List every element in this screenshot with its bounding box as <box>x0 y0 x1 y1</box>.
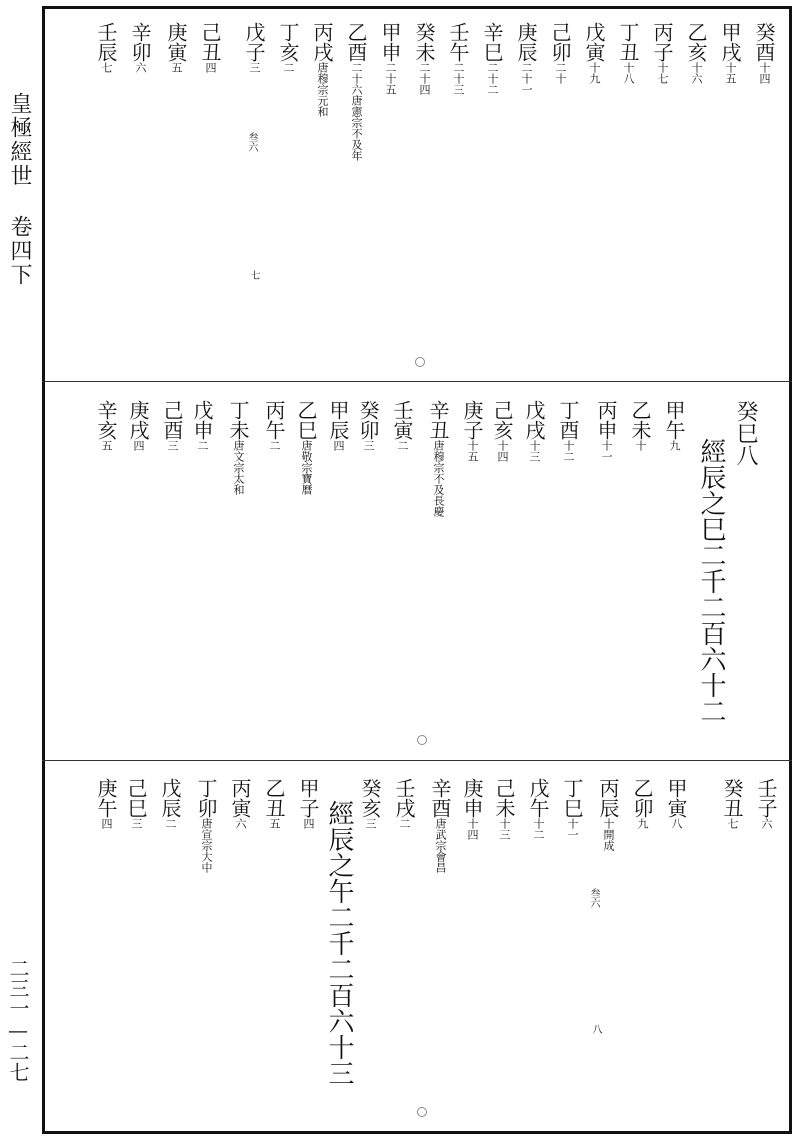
entry: 癸卯三 <box>356 400 380 451</box>
entry: 丁丑十八 <box>616 22 640 84</box>
entry: 癸未二十四 <box>412 22 436 95</box>
entry: 庚戌四 <box>126 400 150 451</box>
entry: 庚申十四 <box>460 778 484 840</box>
jing-heading: 經辰之午二千二百六十三 <box>324 800 354 1086</box>
entry: 甲戌十五 <box>718 22 742 84</box>
entry: 乙丑五 <box>262 778 286 829</box>
entry: 庚午四 <box>94 778 118 829</box>
entry: 丙申十一 <box>594 400 618 462</box>
entry: 甲辰四 <box>326 400 350 451</box>
margin-mark: 八 <box>590 1024 601 1034</box>
entry: 辛丑唐穆宗不及長慶 <box>426 400 450 517</box>
entry: 丙子十七 <box>650 22 674 84</box>
page-frame <box>42 6 792 1134</box>
entry: 戊辰二 <box>158 778 182 829</box>
entry: 甲午九 <box>662 400 686 451</box>
page-number: 二三一—二七 <box>6 958 30 1082</box>
entry: 甲申二十五 <box>378 22 402 95</box>
entry: 辛亥五 <box>94 400 118 451</box>
entry: 丙午二 <box>262 400 286 451</box>
entry: 丁酉十二 <box>556 400 580 462</box>
entry: 己亥十四 <box>490 400 514 462</box>
entry: 甲寅八 <box>664 778 688 829</box>
entry: 壬戌二 <box>392 778 416 829</box>
margin-mark: 叁六 <box>588 888 599 908</box>
entry: 癸丑七 <box>720 778 744 829</box>
entry: 乙亥十六 <box>684 22 708 84</box>
entry: 己卯二十 <box>548 22 572 84</box>
entry: 乙未十 <box>628 400 652 451</box>
entry: 戊寅十九 <box>582 22 606 84</box>
jing-heading: 經辰之巳二千二百六十二 <box>696 438 726 724</box>
panel-divider <box>42 760 792 761</box>
panel-divider <box>42 381 792 382</box>
entry: 丙戌唐穆宗元和 <box>310 22 334 117</box>
entry: 戊午十二 <box>526 778 550 840</box>
entry: 甲子四 <box>296 778 320 829</box>
entry: 庚辰二十一 <box>514 22 538 95</box>
entry: 壬寅二 <box>390 400 414 451</box>
book-title: 皇極經世 卷四下 <box>7 92 32 287</box>
entry: 戊戌十三 <box>522 400 546 462</box>
entry: 丁卯唐宣宗大中 <box>194 778 218 873</box>
entry: 庚寅五 <box>164 22 188 73</box>
entry: 己酉三 <box>160 400 184 451</box>
entry: 己未十三 <box>492 778 516 840</box>
entry: 丁未唐文宗太和 <box>226 400 250 495</box>
binding-hole <box>417 735 427 745</box>
entry: 乙卯九 <box>630 778 654 829</box>
margin-mark: 叁六 <box>246 132 257 152</box>
entry: 丙寅六 <box>228 778 252 829</box>
entry: 壬子六 <box>754 778 778 829</box>
entry: 丁巳十一 <box>560 778 584 840</box>
entry: 壬辰七 <box>94 22 118 73</box>
entry: 乙巳唐敬宗寶曆 <box>294 400 318 495</box>
section-head: 癸巳八 <box>733 400 758 466</box>
entry: 庚子十五 <box>460 400 484 462</box>
entry: 辛酉唐武宗會昌 <box>428 778 452 873</box>
binding-hole <box>415 357 425 367</box>
binding-hole <box>417 1107 427 1117</box>
entry: 丙辰十開成 <box>596 778 620 851</box>
entry: 辛卯六 <box>128 22 152 73</box>
entry: 丁亥二 <box>276 22 300 73</box>
entry: 戊子三 <box>242 22 266 73</box>
entry: 己丑四 <box>198 22 222 73</box>
entry: 癸亥三 <box>358 778 382 829</box>
margin-mark: 七 <box>248 270 259 280</box>
entry: 己巳三 <box>124 778 148 829</box>
entry: 戊申二 <box>190 400 214 451</box>
entry: 壬午二十三 <box>446 22 470 95</box>
entry: 辛巳二十二 <box>480 22 504 95</box>
entry: 乙酉二十六唐憲宗不及年 <box>344 22 368 161</box>
entry: 癸酉十四 <box>752 22 776 84</box>
